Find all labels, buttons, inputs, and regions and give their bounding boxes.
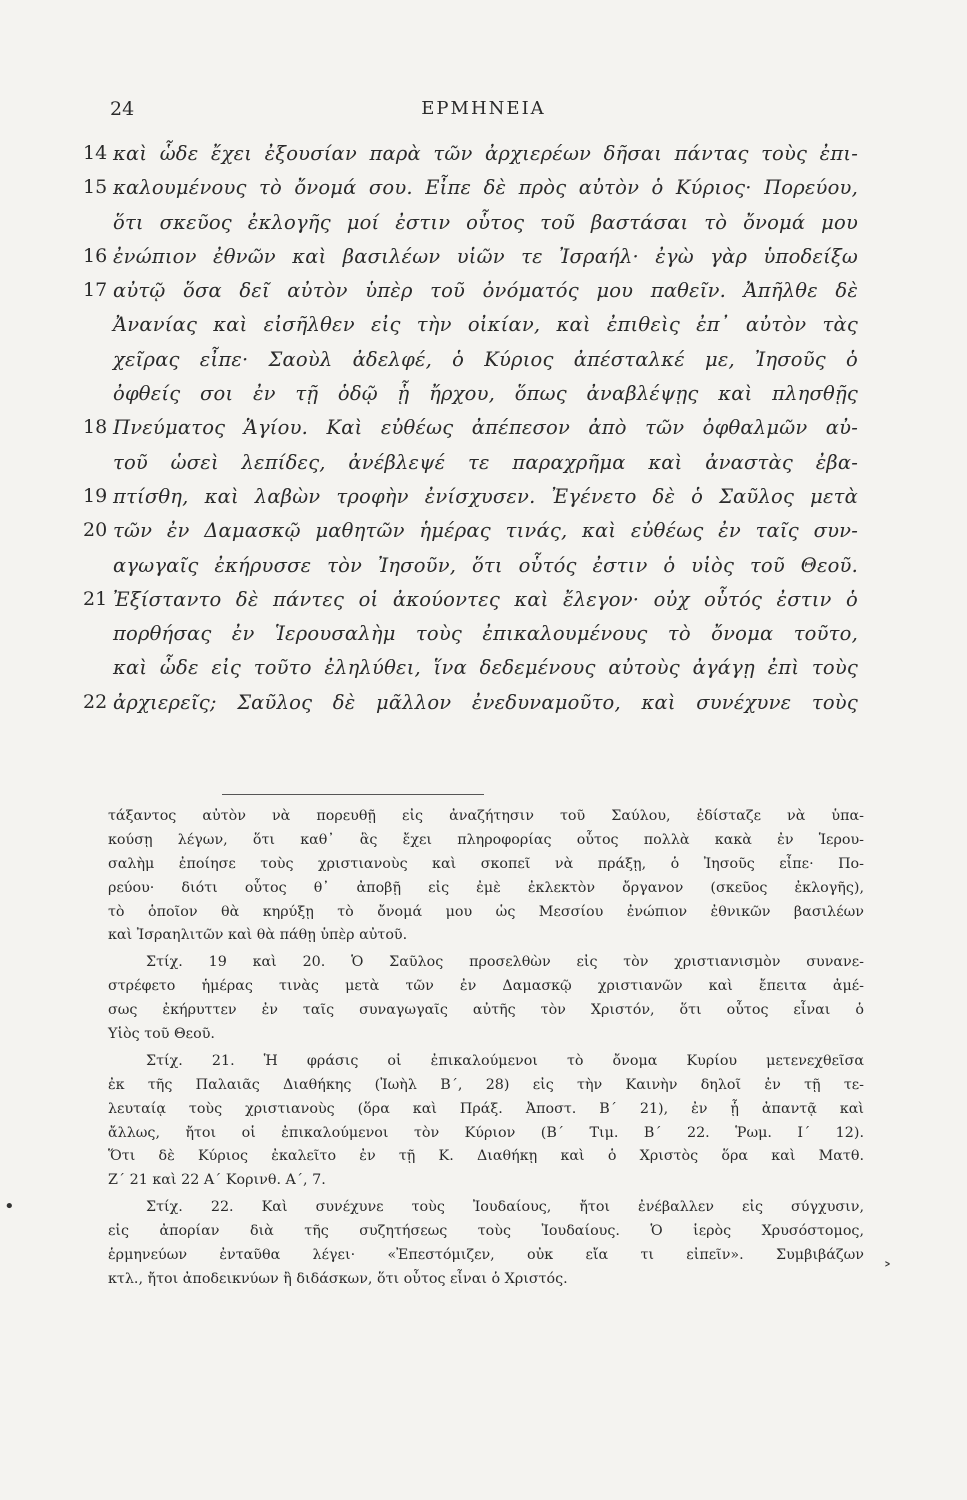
line-text: πορθήσας ἐν Ἱερουσαλὴμ τοὺς ἐπικαλουμένους τὸ ὄνομα τοῦτο, — [113, 622, 858, 646]
note-line — [0, 1146, 967, 1170]
note-line — [0, 1221, 967, 1245]
note-line — [0, 1075, 967, 1099]
note-line — [0, 1000, 967, 1024]
line-text: καὶ ὧδε ἔχει ἐξουσίαν παρὰ τῶν ἀρχιερέων δῆσαι πάντας τοὺς ἐπι- — [113, 142, 858, 165]
verse-number: 20 — [83, 519, 108, 542]
note-text: Ζ΄ 21 καὶ 22 Α΄ Κορινθ. Α΄, 7. — [108, 1172, 326, 1189]
verse-number: 21 — [83, 587, 108, 610]
text-line — [0, 241, 967, 275]
note-text: λευταίᾳ τοὺς χριστιανοὺς (ὅρα καὶ Πράξ. Ἀποστ. Β΄ 21), ἐν ᾗ ἀπαντᾷ καὶ — [108, 1100, 864, 1117]
line-text: πτίσθη, καὶ λαβὼν τροφὴν ἐνίσχυσεν. Ἐγένετο δὲ ὁ Σαῦλος μετὰ — [113, 484, 858, 508]
note-line — [0, 1123, 967, 1147]
line-text: Πνεύματος Ἁγίου. Καὶ εὐθέως ἀπέπεσον ἀπὸ τῶν ὀφθαλμῶν αὐ- — [113, 416, 858, 440]
note-line — [0, 1245, 967, 1269]
note-text: στρέφετο ἡμέρας τινὰς μετὰ τῶν ἐν Δαμασκῷ χριστιανῶν καὶ ἔπειτα ἀμέ- — [108, 978, 864, 995]
line-text: ὀφθείς σοι ἐν τῇ ὁδῷ ᾗ ἤρχου, ὅπως ἀναβλέψῃς καὶ πλησθῇς — [113, 382, 858, 406]
note-line — [0, 1024, 967, 1048]
text-line — [0, 309, 967, 343]
note-line — [0, 830, 967, 854]
page-number: 24 — [110, 98, 135, 120]
running-title: ΕΡΜΗΝΕΙΑ — [421, 98, 546, 119]
note-line — [0, 1051, 967, 1075]
line-text: τῶν ἐν Δαμασκῷ μαθητῶν ἡμέρας τινάς, καὶ εὐθέως ἐν ταῖς συν- — [113, 519, 858, 543]
note-line — [0, 1269, 967, 1293]
text-line — [0, 344, 967, 378]
note-text: ἑρμηνεύων ἐνταῦθα λέγει· «Ἐπεστόμιζεν, οὐκ εἴα τι εἰπεῖν». Συμβιβάζων — [108, 1247, 864, 1264]
note-line — [0, 925, 967, 949]
note-text: Στίχ. 22. Καὶ συνέχυνε τοὺς Ἰουδαίους, ἤτοι ἐνέβαλλεν εἰς σύγχυσιν, — [146, 1199, 864, 1216]
note-text: καὶ Ἰσραηλιτῶν καὶ θὰ πάθῃ ὑπὲρ αὐτοῦ. — [108, 927, 408, 944]
line-text: ἐνώπιον ἐθνῶν καὶ βασιλέων υἱῶν τε Ἰσραήλ· ἐγὼ γὰρ ὑποδείξω — [113, 244, 858, 268]
line-text: τοῦ ὡσεὶ λεπίδες, ἀνέβλεψέ τε παραχρῆμα καὶ ἀναστὰς ἐβα- — [113, 450, 858, 474]
note-text: κτλ., ἤτοι ἀποδεικνύων ἢ διδάσκων, ὅτι οὗτος εἶναι ὁ Χριστός. — [108, 1270, 568, 1287]
note-line — [0, 976, 967, 1000]
margin-mark: ˃ — [883, 1260, 892, 1281]
line-text: καὶ ὧδε εἰς τοῦτο ἐληλύθει, ἵνα δεδεμένους αὐτοὺς ἀγάγῃ ἐπὶ τοὺς — [113, 656, 858, 680]
line-text: ἀρχιερεῖς; Σαῦλος δὲ μᾶλλον ἐνεδυναμοῦτο, καὶ συνέχυνε τοὺς — [113, 690, 858, 714]
verse-number: 18 — [83, 416, 108, 439]
text-line — [0, 378, 967, 412]
note-text: Υἱὸς τοῦ Θεοῦ. — [108, 1026, 215, 1043]
text-line — [0, 687, 967, 721]
verse-number: 16 — [83, 244, 108, 267]
line-text: αὐτῷ ὅσα δεῖ αὐτὸν ὑπὲρ τοῦ ὀνόματός μου παθεῖν. Ἀπῆλθε δὲ — [113, 279, 858, 303]
verse-number: 17 — [83, 279, 108, 302]
text-line — [0, 172, 967, 206]
margin-mark: • — [4, 1196, 15, 1217]
note-text: τάξαντος αὐτὸν νὰ πορευθῇ εἰς ἀναζήτησιν τοῦ Σαύλου, ἐδίσταζε νὰ ὑπα- — [108, 808, 864, 824]
text-line — [0, 618, 967, 652]
verse-number: 14 — [83, 142, 108, 164]
note-text: Στίχ. 19 καὶ 20. Ὁ Σαῦλος προσελθὼν εἰς τὸν χριστιανισμὸν συνανε- — [146, 954, 864, 971]
note-text: Στίχ. 21. Ἡ φράσις οἱ ἐπικαλούμενοι τὸ ὄνομα Κυρίου μετενεχθεῖσα — [146, 1052, 864, 1069]
line-text: ὅτι σκεῦος ἐκλογῆς μοί ἐστιν οὗτος τοῦ βαστάσαι τὸ ὄνομά μου — [113, 210, 858, 234]
text-line — [0, 515, 967, 549]
verse-number: 22 — [83, 690, 108, 713]
note-line — [0, 1197, 967, 1221]
verse-number: 15 — [83, 176, 108, 199]
text-line — [0, 412, 967, 446]
text-line — [0, 447, 967, 481]
note-text: Ὅτι δὲ Κύριος ἐκαλεῖτο ἐν τῇ Κ. Διαθήκῃ καὶ ὁ Χριστὸς ὅρα καὶ Ματθ. — [108, 1148, 864, 1165]
line-text: αγωγαῖς ἐκήρυσσε τὸν Ἰησοῦν, ὅτι οὗτός ἐστιν ὁ υἱὸς τοῦ Θεοῦ. — [113, 553, 858, 577]
text-line — [0, 652, 967, 686]
text-line — [0, 550, 967, 584]
note-text: σαλὴμ ἐποίησε τοὺς χριστιανοὺς καὶ σκοπεῖ νὰ πράξῃ, ὁ Ἰησοῦς εἶπε· Πο- — [108, 855, 864, 872]
note-text: κούσῃ λέγων, ὅτι καθ᾽ ἃς ἔχει πληροφορίας οὗτος πολλὰ κακὰ ἐν Ἱερου- — [108, 831, 864, 848]
text-line — [0, 138, 967, 172]
commentary-notes — [0, 806, 967, 1293]
line-text: χεῖρας εἶπε· Σαοὺλ ἀδελφέ, ὁ Κύριος ἀπέσταλκέ με, Ἰησοῦς ὁ — [113, 347, 858, 371]
text-line — [0, 275, 967, 309]
line-text: καλουμένους τὸ ὄνομά σου. Εἶπε δὲ πρὸς αὐτὸν ὁ Κύριος· Πορεύου, — [113, 176, 858, 200]
note-line — [0, 1099, 967, 1123]
note-text: σως ἐκήρυττεν ἐν ταῖς συναγωγαῖς αὐτῆς τὸν Χριστόν, ὅτι οὗτος εἶναι ὁ — [108, 1002, 864, 1019]
note-line — [0, 902, 967, 926]
note-text: ἄλλως, ἤτοι οἱ ἐπικαλούμενοι τὸν Κύριον (Β΄ Τιμ. Β΄ 22. Ῥωμ. Ι΄ 12). — [108, 1124, 864, 1141]
line-text: Ἐξίσταντο δὲ πάντες οἱ ἀκούοντες καὶ ἔλεγον· οὐχ οὗτός ἐστιν ὁ — [113, 587, 858, 611]
footnote-divider — [222, 794, 484, 795]
note-text: ρεύου· διότι οὗτος θ᾽ ἀποβῇ εἰς ἐμὲ ἐκλεκτὸν ὄργανον (σκεῦος ἐκλογῆς), — [108, 879, 864, 896]
note-line — [0, 952, 967, 976]
note-text: εἰς ἀπορίαν διὰ τῆς συζητήσεως τοὺς Ἰουδαίους. Ὁ ἱερὸς Χρυσόστομος, — [108, 1223, 864, 1240]
note-line — [0, 1170, 967, 1194]
note-line — [0, 878, 967, 902]
text-line — [0, 584, 967, 618]
note-line — [0, 806, 967, 830]
note-text: ἐκ τῆς Παλαιᾶς Διαθήκης (Ἰωὴλ Β΄, 28) εἰς τὴν Καινὴν δηλοῖ ἐν τῇ τε- — [108, 1076, 864, 1093]
line-text: Ἀνανίας καὶ εἰσῆλθεν εἰς τὴν οἰκίαν, καὶ ἐπιθεὶς ἐπ᾽ αὐτὸν τὰς — [113, 313, 858, 337]
main-text — [0, 138, 967, 721]
page-header — [0, 98, 967, 128]
text-line — [0, 207, 967, 241]
text-line — [0, 481, 967, 515]
verse-number: 19 — [83, 484, 108, 507]
note-text: τὸ ὁποῖον θὰ κηρύξῃ τὸ ὄνομά μου ὡς Μεσσίου ἐνώπιον ἐθνικῶν βασιλέων — [108, 903, 864, 920]
note-line — [0, 854, 967, 878]
